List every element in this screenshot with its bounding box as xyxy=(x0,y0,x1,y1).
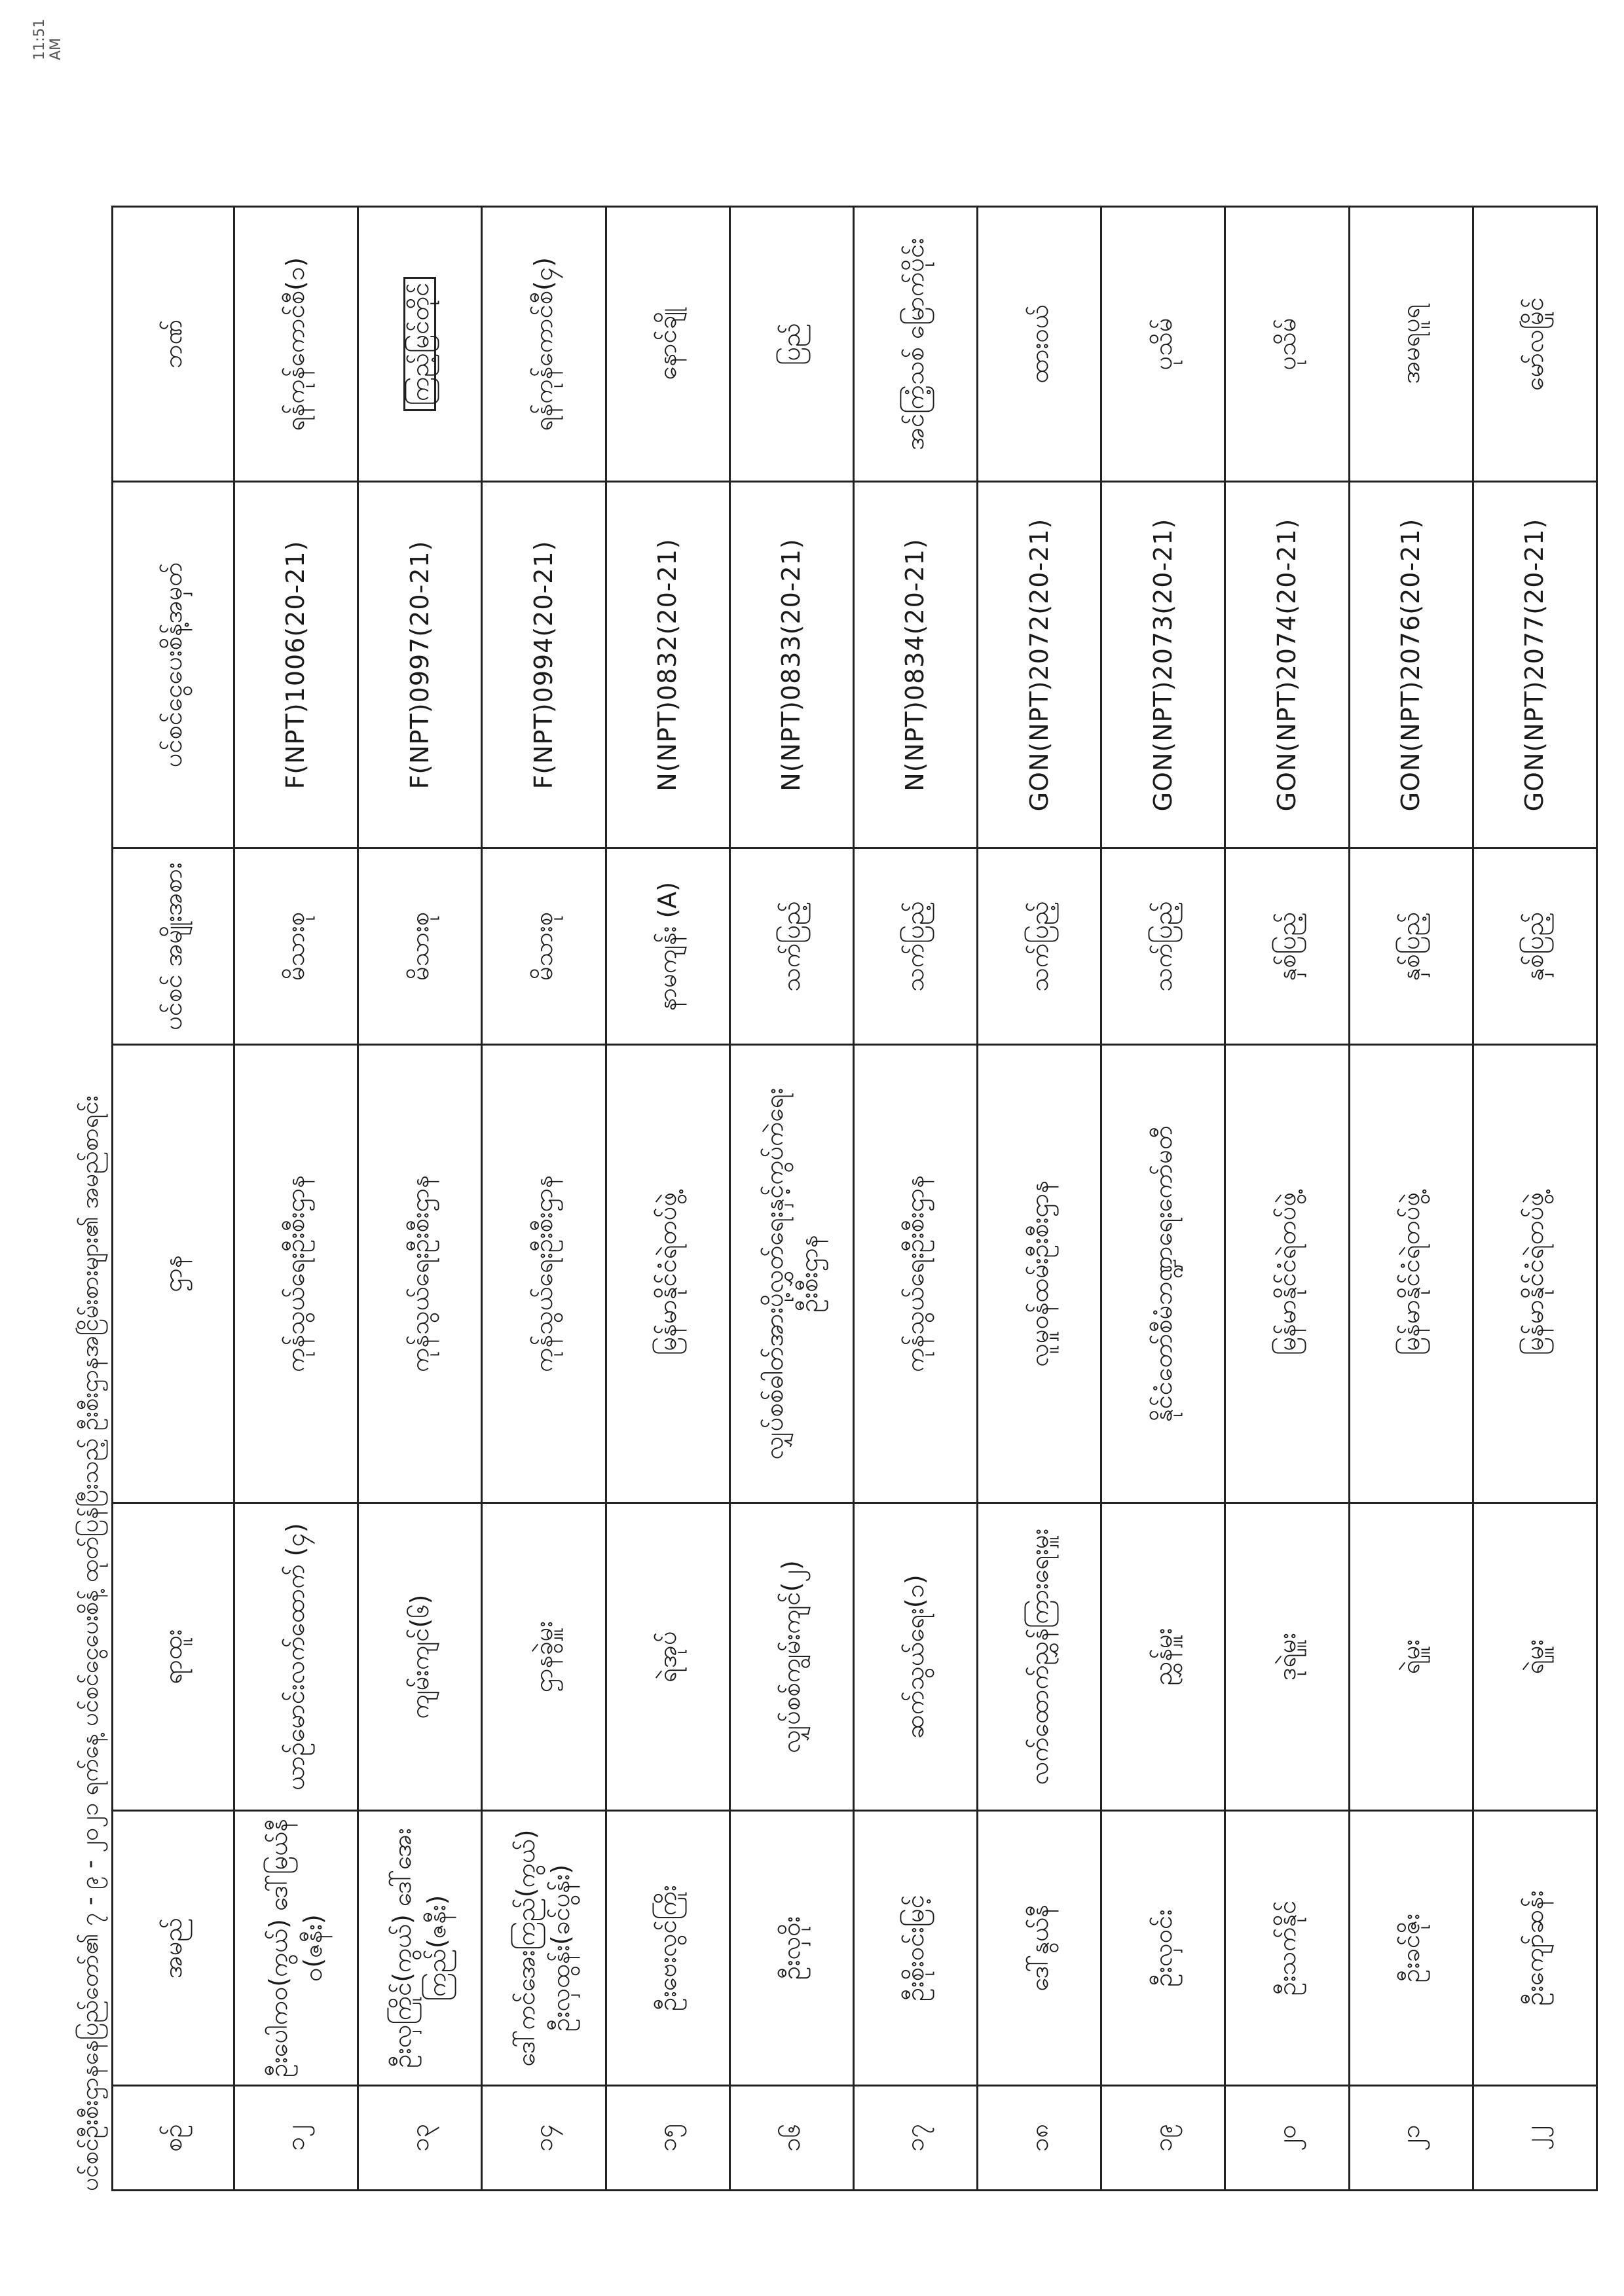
cell-department: လျှပ်စစ်ဓါတ်အားပို့လွှတ်ရေးနှင့်ကွပ်ကဲရေး ဦးစီးဌာန xyxy=(729,1045,853,1503)
cell-order-number: N(NPT)0832(20-21) xyxy=(606,482,729,848)
cell-order-number: GON(NPT)2073(20-21) xyxy=(1101,482,1225,848)
cell-name: ဦးခင်ဇိုး xyxy=(1349,1811,1473,2086)
cell-order-number: F(NPT)0997(20-21) xyxy=(358,482,482,848)
cell-pension-type: သက်ပြည့် xyxy=(978,848,1101,1045)
cell-bank xyxy=(358,207,482,482)
cell-no: ၁၈ xyxy=(978,2086,1101,2191)
header-order-number: ပင်စင်ငွေပေးစိန့်အမှတ် xyxy=(113,482,234,848)
cell-pension-type: နာမကျန်း (A) xyxy=(606,848,729,1045)
cell-department: ကုန်သွယ်ရေးဦးစီးဌာန xyxy=(482,1045,606,1503)
cell-order-number: N(NPT)0833(20-21) xyxy=(729,482,853,848)
cell-name: ဦးစိုးဝင်းမြင့် xyxy=(853,1811,977,2086)
cell-name: ဦးလှဝိုး xyxy=(729,1811,853,2086)
cell-order-number: F(NPT)0994(20-21) xyxy=(482,482,606,848)
cell-rank: ရဲမှူး xyxy=(1349,1503,1473,1811)
table-row xyxy=(1473,207,1596,2191)
table-row xyxy=(978,207,1101,2191)
cell-pension-type: သက်ပြည့် xyxy=(1101,848,1225,1045)
cell-rank: ရဲမှူး xyxy=(1473,1503,1596,1811)
table-row xyxy=(482,207,606,2191)
cell-bank: ပုသိမ် xyxy=(1101,207,1225,482)
cell-order-number: GON(NPT)2076(20-21) xyxy=(1349,482,1473,848)
cell-no: ၂၁ xyxy=(1349,2086,1473,2191)
cell-order-number: GON(NPT)2077(20-21) xyxy=(1473,482,1596,848)
cell-no: ၁၉ xyxy=(1101,2086,1225,2191)
cell-no: ၁၃ xyxy=(358,2086,482,2191)
timestamp: 11:51 AM xyxy=(31,18,64,60)
cell-pension-type: နှစ်ပြည့် xyxy=(1473,848,1596,1045)
cell-rank: ဆက်သွယ်ရေး(၁) xyxy=(853,1503,977,1811)
cell-bank: အင်ကြံ့သစ် မြောက်ပိုင်း xyxy=(853,207,977,482)
cell-name: ဦးပေါကဝ(ကွယ်) ဒေါ်မြယ်နီဝ(ဇနီး) xyxy=(234,1811,358,2086)
cell-bank: အမရပူရ xyxy=(1349,207,1473,482)
cell-order-number: N(NPT)0834(20-21) xyxy=(853,482,977,848)
cell-department: နိုင်ငံတော်စီမံဘဏ္ဍာရေးကော်မတီ xyxy=(1101,1045,1225,1503)
cell-pension-type: မိသားစု xyxy=(358,848,482,1045)
cell-bank: ပုသိမ် xyxy=(1225,207,1349,482)
cell-rank: ညွှန်မှူး xyxy=(1101,1503,1225,1811)
cell-name: ဦးလှကြိုင်(ကွယ်) ဒေါ်အေးကြည်(ဇနီး) xyxy=(358,1811,482,2086)
cell-bank: ရန်ကုန်ကောင်စီ(၁) xyxy=(234,207,358,482)
table-row xyxy=(234,207,358,2191)
cell-name: ဦးလှဝင်း xyxy=(1101,1811,1225,2086)
table-row xyxy=(1225,207,1349,2191)
pension-table xyxy=(111,206,1598,2191)
cell-rank: ဌာနခွဲမှူး xyxy=(482,1503,606,1811)
cell-no: ၂၀ xyxy=(1225,2086,1349,2191)
cell-bank: မော်လမြိုင် xyxy=(1473,207,1596,482)
header-rank: ရာထူး xyxy=(113,1503,234,1811)
cell-name: ဒေါ်ကင်အေးကြည်(ကွယ်) ဦးလှထွန်း(ခင်ပွန်း) xyxy=(482,1811,606,2086)
cell-name: ဒေါ်နွယ်နီ xyxy=(978,1811,1101,2086)
cell-department: မြန်မာနိုင်ငံရဲတပ်ဖွဲ့ xyxy=(1349,1045,1473,1503)
cell-pension-type: နှစ်ပြည့် xyxy=(1349,848,1473,1045)
cell-bank: ရန်ကုန်ကောင်စီ(၄) xyxy=(482,207,606,482)
cell-no: ၁၇ xyxy=(853,2086,977,2191)
table-row xyxy=(358,207,482,2191)
cell-pension-type: သက်ပြည့် xyxy=(853,848,977,1045)
cell-pension-type: နှစ်ပြည့် xyxy=(1225,848,1349,1045)
table-row xyxy=(606,207,729,2191)
header-name: အမည် xyxy=(113,1811,234,2086)
cell-name: ဦးဗေးလွင်ကြိုး xyxy=(606,1811,729,2086)
cell-pension-type: မိသားစု xyxy=(482,848,606,1045)
cell-rank: လျှပ်စစ်ကျွမ်းကျင်(၂) xyxy=(729,1503,853,1811)
header-department: ဌာန xyxy=(113,1045,234,1503)
cell-order-number: GON(NPT)2074(20-21) xyxy=(1225,482,1349,848)
cell-rank: ကျမ်းကျင်(၆) xyxy=(358,1503,482,1811)
cell-order-number: GON(NPT)2072(20-21) xyxy=(978,482,1101,848)
cell-no: ၁၆ xyxy=(729,2086,853,2191)
header-bank: ဘဏ် xyxy=(113,207,234,482)
cell-order-number: F(NPT)1006(20-21) xyxy=(234,482,358,848)
cell-department: လူမှုဝန်ထမ်းဦးစီးဌာန xyxy=(978,1045,1101,1503)
cell-pension-type: မိသားစု xyxy=(234,848,358,1045)
table-header-row xyxy=(113,207,234,2191)
cell-bank: ပြည် xyxy=(729,207,853,482)
cell-name: ဦးသက်နိုင် xyxy=(1225,1811,1349,2086)
cell-department: ကုန်သွယ်ရေးဦးစီးဌာန xyxy=(358,1045,482,1503)
table-row xyxy=(1349,207,1473,2191)
header-no: စဉ် xyxy=(113,2086,234,2191)
cell-no: ၁၄ xyxy=(482,2086,606,2191)
bank-boxed-label: ကြည့်မြင်တိုင် xyxy=(403,277,436,412)
cell-department: မြန်မာနိုင်ငံရဲတပ်ဖွဲ့ xyxy=(606,1045,729,1503)
cell-rank: ယာဉ်မောင်းလက်ထောက် (၄) xyxy=(234,1503,358,1811)
cell-rank: ရဲအုပ် xyxy=(606,1503,729,1811)
table-row xyxy=(853,207,977,2191)
table-row xyxy=(729,207,853,2191)
cell-no: ၂၂ xyxy=(1473,2086,1596,2191)
cell-rank: ဒုရဲမှူး xyxy=(1225,1503,1349,1811)
document-title: ပင်စင်ဦးစီးဌာနနေပြည်တော်၏ ၇ - ၉ - ၂၀၂၁ ရက်နေ့ ပင်စင်ငွေပေးစိန့် ထုတ်ပြန်ပြီးသည့် ဦးစီးဌာနအငြိမ်းစားများ၏ အမည်စာရင်း xyxy=(77,1095,103,2191)
cell-department: ကုန်သွယ်ရေးဦးစီးဌာန xyxy=(234,1045,358,1503)
cell-bank: နောင်ချို xyxy=(606,207,729,482)
table-row xyxy=(1101,207,1225,2191)
cell-department: မြန်မာနိုင်ငံရဲတပ်ဖွဲ့ xyxy=(1473,1045,1596,1503)
cell-rank: လက်ထောက်ညွှန်ကြားရေးမှူး xyxy=(978,1503,1101,1811)
cell-no: ၁၅ xyxy=(606,2086,729,2191)
cell-no: ၁၂ xyxy=(234,2086,358,2191)
cell-pension-type: သက်ပြည့် xyxy=(729,848,853,1045)
cell-department: ကုန်သွယ်ရေးဦးစီးဌာန xyxy=(853,1045,977,1503)
cell-department: မြန်မာနိုင်ငံရဲတပ်ဖွဲ့ xyxy=(1225,1045,1349,1503)
header-pension-type: ပင်စင် အမျိုးအစား xyxy=(113,848,234,1045)
cell-bank: ထားဝယ် xyxy=(978,207,1101,482)
cell-name: ဦးကျော်ဆန်း xyxy=(1473,1811,1596,2086)
